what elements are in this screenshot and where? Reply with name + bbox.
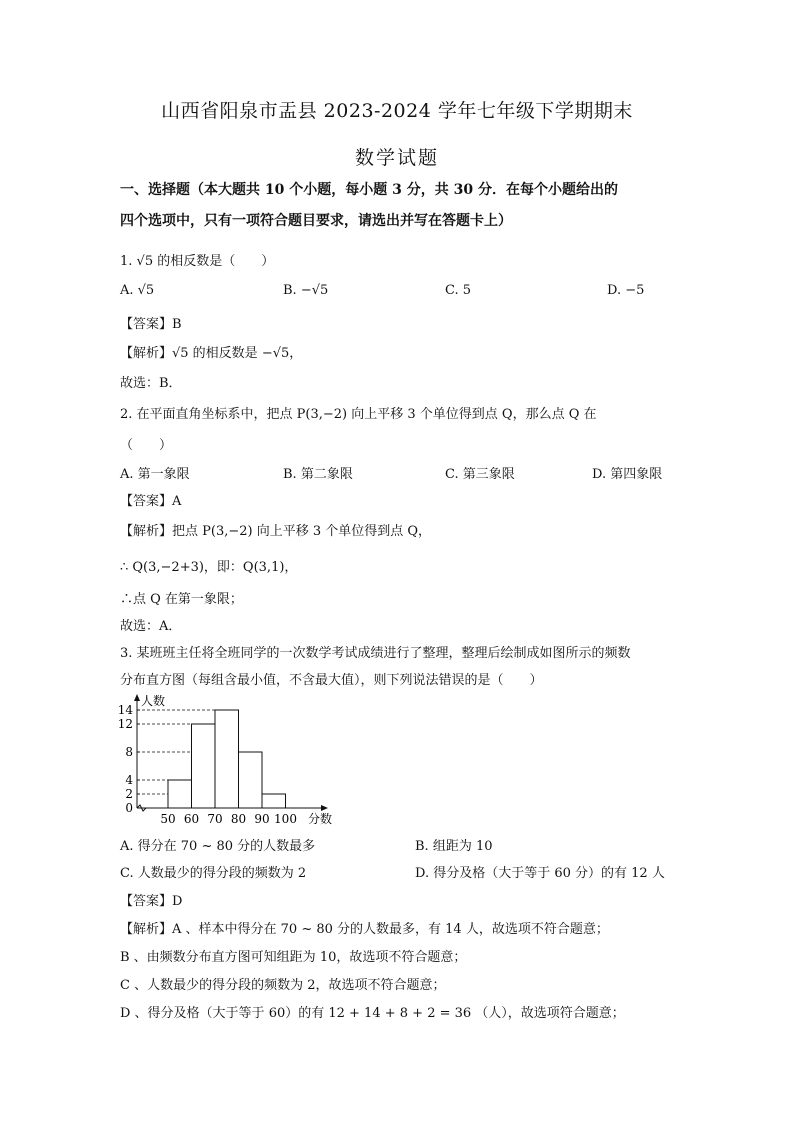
histogram-bar-60-70 — [192, 724, 216, 808]
q3-analysis-line3: C 、人数最少的得分段的频数为 2，故选项不符合题意； — [120, 978, 446, 993]
histogram-ytick-14: 14 — [117, 703, 133, 717]
q3-stem-line2: 分布直方图（每组含最小值，不含最大值），则下列说法错误的是（ ） — [120, 673, 543, 688]
q2-option-b: B. 第二象限 — [283, 467, 353, 482]
q2-analysis-line3: ∴点 Q 在第一象限； — [120, 592, 243, 607]
q3-analysis-line2: B 、由频数分布直方图可知组距为 10，故选项不符合题意； — [120, 950, 467, 965]
q3-option-b: B. 组距为 10 — [415, 839, 493, 854]
q3-analysis-line4: D 、得分及格（大于等于 60）的有 12 + 14 + 8 + 2 = 36 （人），故选项符合题意； — [120, 1006, 625, 1021]
q1-conclusion: 故选：B． — [120, 376, 182, 391]
histogram-xtick-80: 80 — [230, 812, 247, 826]
frequency-histogram — [112, 692, 342, 827]
section-heading-line1: 一、选择题（本大题共 10 个小题，每小题 3 分，共 30 分．在每个小题给出的 — [120, 182, 618, 198]
q1-stem — [120, 250, 274, 269]
histogram-ytick-8: 8 — [125, 745, 133, 759]
histogram-xtick-60: 60 — [183, 812, 200, 826]
histogram-xtick-100: 100 — [274, 812, 297, 826]
q2-option-d: D. 第四象限 — [592, 467, 663, 482]
histogram-ytick-4: 4 — [125, 773, 133, 787]
q3-answer: 【答案】D — [120, 894, 183, 909]
histogram-bar-80-90 — [239, 752, 263, 808]
q1-stem-text: √5 的相反数是（ ） — [136, 254, 275, 269]
q1-option-a: A. √5 — [120, 283, 155, 298]
section-heading-line2: 四个选项中，只有一项符合题目要求，请选出并写在答题卡上） — [120, 213, 512, 229]
histogram-ylabel: 人数 — [141, 694, 166, 708]
q1-option-d: D. −5 — [607, 283, 645, 298]
q2-option-c: C. 第三象限 — [445, 467, 515, 482]
q1-analysis: 【解析】√5 的相反数是 −√5， — [120, 346, 303, 361]
q1-number: 1. — [120, 254, 133, 269]
q3-analysis-line1: 【解析】A 、样本中得分在 70 ~ 80 分的人数最多，有 14 人，故选项不符合题意； — [120, 922, 609, 937]
histogram-xlabel: 分数 — [308, 812, 333, 826]
q2-analysis-line1: 【解析】把点 P(3,−2) 向上平移 3 个单位得到点 Q， — [120, 524, 432, 539]
q3-option-d: D. 得分及格（大于等于 60 分）的有 12 人 — [415, 866, 665, 881]
histogram-xtick-50: 50 — [160, 812, 176, 826]
q3-stem-line1: 3. 某班班主任将全班同学的一次数学考试成绩进行了整理，整理后绘制成如图所示的频数 — [120, 646, 631, 661]
q2-option-a: A. 第一象限 — [120, 467, 190, 482]
q2-analysis-line2: ∴ Q(3,−2+3)，即：Q(3,1)， — [120, 560, 298, 575]
q3-option-c: C. 人数最少的得分段的频数为 2 — [120, 866, 307, 881]
histogram-bar-90-100 — [262, 794, 286, 808]
q2-stem-line1: 2. 在平面直角坐标系中，把点 P(3,−2) 向上平移 3 个单位得到点 Q，那么点 Q 在 — [120, 407, 597, 422]
histogram-bar-70-80 — [215, 710, 239, 808]
histogram-xtick-90: 90 — [254, 812, 270, 826]
q2-answer: 【答案】A — [120, 494, 182, 509]
histogram-xtick-70: 70 — [207, 812, 223, 826]
histogram-ytick-0: 0 — [125, 801, 133, 815]
q3-option-a: A. 得分在 70 ~ 80 分的人数最多 — [120, 839, 316, 854]
q1-option-b: B. −√5 — [283, 283, 329, 298]
q1-option-c: C. 5 — [445, 283, 472, 298]
q2-stem-line2: （ ） — [120, 438, 173, 453]
histogram-bar-50-60 — [168, 780, 192, 808]
page-title: 山西省阳泉市盂县 2023-2024 学年七年级下学期期末 — [161, 100, 633, 122]
histogram-ytick-2: 2 — [125, 787, 133, 801]
q1-answer: 【答案】B — [120, 317, 182, 332]
page-subtitle: 数学试题 — [354, 147, 439, 169]
histogram-ytick-12: 12 — [117, 717, 133, 731]
q2-conclusion: 故选：A． — [120, 619, 182, 634]
